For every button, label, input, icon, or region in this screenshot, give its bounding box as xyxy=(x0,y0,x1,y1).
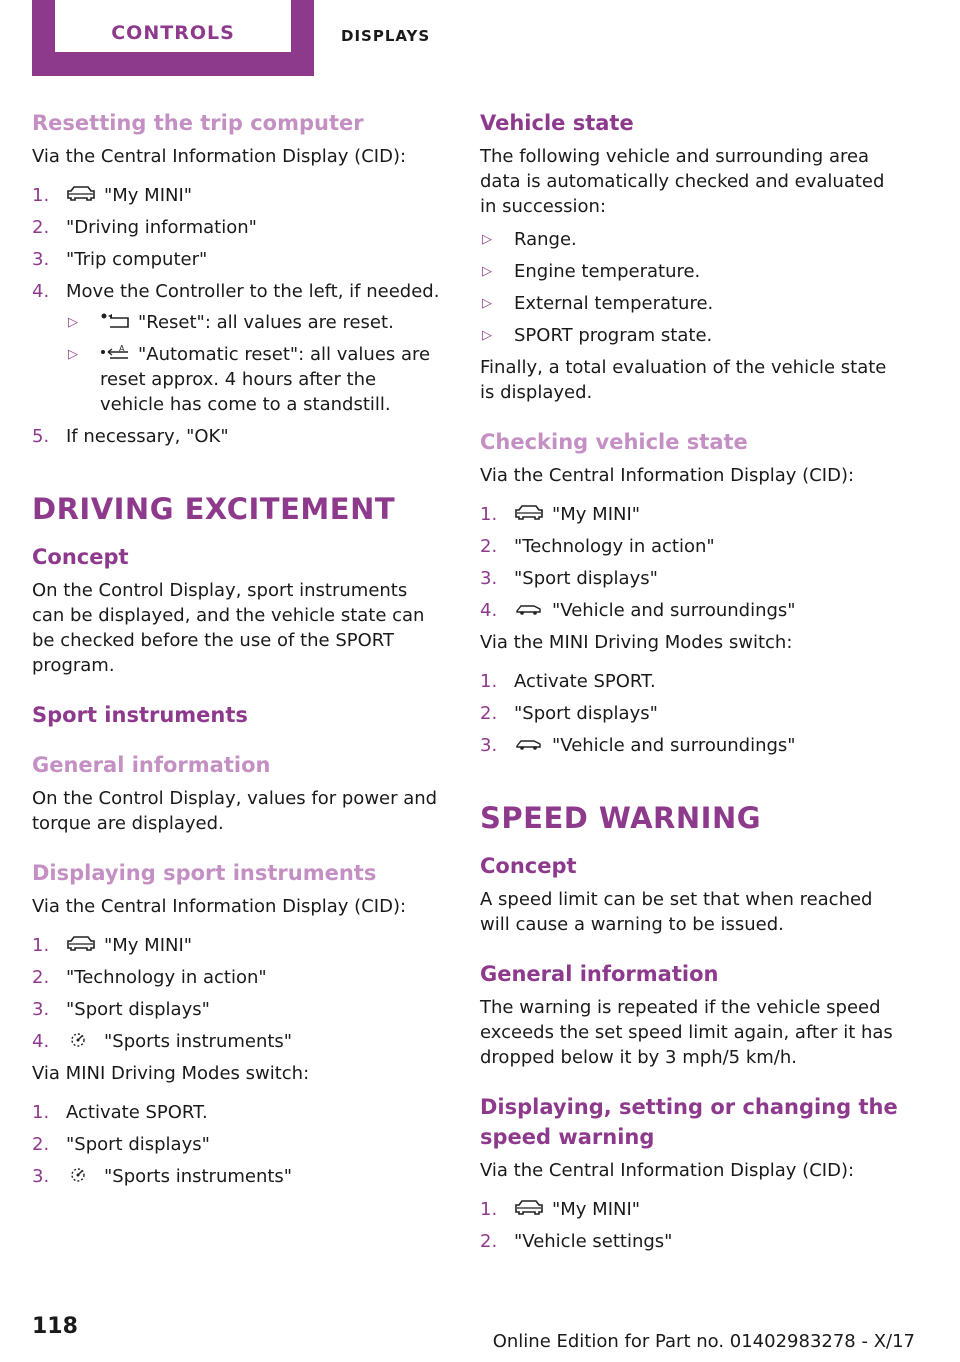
check-state-intro: Via the Central Information Display (CID): xyxy=(480,465,855,486)
reset-steps xyxy=(32,183,444,449)
triangle-bullet-icon: ▷ xyxy=(482,296,492,311)
vehicle-state-heading: Vehicle state xyxy=(480,111,634,135)
list-item: 1. "My MINI" xyxy=(480,1199,641,1220)
speed-general-heading: General information xyxy=(480,962,719,986)
triangle-bullet-icon: ▷ xyxy=(482,328,492,343)
list-item: 3. "Sports instruments" xyxy=(32,1166,293,1187)
auto-reset-icon xyxy=(100,344,130,362)
list-item: 4. "Sports instruments" xyxy=(32,1031,293,1052)
vehicle-state-text: The following vehicle and surrounding area data is automatically checked and evaluated in succession: xyxy=(480,146,885,217)
check-state-steps xyxy=(480,502,900,623)
vehicle-state-final: Finally, a total evaluation of the vehicle state is displayed. xyxy=(480,357,887,403)
sport-instruments-heading: Sport instruments xyxy=(32,703,248,727)
list-item: 1. Activate SPORT. xyxy=(480,671,656,692)
vehicle-surroundings-icon xyxy=(514,735,544,753)
switch-steps xyxy=(32,1100,444,1189)
list-item: ▷ "Reset": all values are reset. xyxy=(68,312,394,333)
list-item: ▷ Engine temperature. xyxy=(482,261,701,282)
switch-intro: Via MINI Driving Modes switch: xyxy=(32,1063,310,1084)
tab-displays[interactable]: DISPLAYS xyxy=(341,27,431,45)
reset-sub-list xyxy=(66,310,444,417)
svg-text:A: A xyxy=(119,344,125,353)
speed-concept-heading: Concept xyxy=(480,854,577,878)
speed-concept-text: A speed limit can be set that when reached will cause a warning to be issued. xyxy=(480,889,873,935)
speed-display-heading: Displaying, setting or changing the speed warning xyxy=(480,1095,898,1149)
list-item: 2. "Sport displays" xyxy=(32,1134,210,1155)
concept-text: On the Control Display, sport instruments can be displayed, and the vehicle state can be checked before the use of the SPORT program. xyxy=(32,580,425,676)
general-info-heading: General information xyxy=(32,753,271,777)
list-item: 2. "Sport displays" xyxy=(480,703,658,724)
list-item: ▷ A "Automatic reset": all values are reset approx. 4 hours after the vehicle has come to a standstill. xyxy=(68,344,431,415)
list-item: 2. "Technology in action" xyxy=(480,536,715,557)
car-icon xyxy=(514,1199,544,1217)
list-item: 4. "Vehicle and surroundings" xyxy=(480,600,796,621)
triangle-bullet-icon: ▷ xyxy=(482,264,492,279)
tab-controls-label: CONTROLS xyxy=(111,22,235,44)
check-switch-steps xyxy=(480,669,900,758)
triangle-bullet-icon: ▷ xyxy=(68,347,78,362)
tab-controls[interactable] xyxy=(32,0,314,76)
page-number: 118 xyxy=(32,1314,78,1339)
reset-heading: Resetting the trip computer xyxy=(32,111,364,135)
list-item: 1. "My MINI" xyxy=(480,504,641,525)
list-item: 2. "Vehicle settings" xyxy=(480,1231,673,1252)
check-state-heading: Checking vehicle state xyxy=(480,430,748,454)
gauge-icon xyxy=(66,1166,96,1184)
vehicle-surroundings-icon xyxy=(514,600,544,618)
reset-intro: Via the Central Information Display (CID): xyxy=(32,146,407,167)
list-item: 2. "Driving information" xyxy=(32,217,257,238)
concept-heading: Concept xyxy=(32,545,129,569)
list-item: 2. "Technology in action" xyxy=(32,967,267,988)
reset-icon xyxy=(100,312,130,330)
speed-display-intro: Via the Central Information Display (CID): xyxy=(480,1160,855,1181)
speed-general-text: The warning is repeated if the vehicle speed exceeds the set speed limit again, after it has dropped below it by 3 mph/5 km/h. xyxy=(480,997,893,1068)
gauge-icon xyxy=(66,1031,96,1049)
list-item: 3. "Vehicle and surroundings" xyxy=(480,735,796,756)
triangle-bullet-icon: ▷ xyxy=(482,232,492,247)
list-item: 4. Move the Controller to the left, if needed. ▷ "Reset": all values are reset. ▷ A "Automatic reset": all values are reset approx. 4 hours after the vehicle has come to a standstill. xyxy=(32,279,444,417)
triangle-bullet-icon: ▷ xyxy=(68,315,78,330)
list-item: 3. "Trip computer" xyxy=(32,249,208,270)
right-column xyxy=(480,108,900,1261)
display-sport-heading: Displaying sport instruments xyxy=(32,861,377,885)
car-icon xyxy=(66,185,96,203)
edition-footer: Online Edition for Part no. 01402983278 - X/17 xyxy=(492,1331,915,1352)
car-icon xyxy=(66,935,96,953)
list-item: 3. "Sport displays" xyxy=(32,999,210,1020)
vehicle-state-list xyxy=(480,227,900,348)
list-item: 3. "Sport displays" xyxy=(480,568,658,589)
speed-steps xyxy=(480,1197,900,1254)
general-info-text: On the Control Display, values for power and torque are displayed. xyxy=(32,788,438,834)
display-sport-steps xyxy=(32,933,444,1054)
display-sport-intro: Via the Central Information Display (CID): xyxy=(32,896,407,917)
list-item: 5. If necessary, "OK" xyxy=(32,426,229,447)
list-item: 1. Activate SPORT. xyxy=(32,1102,208,1123)
list-item: 1. "My MINI" xyxy=(32,935,193,956)
check-switch-intro: Via the MINI Driving Modes switch: xyxy=(480,632,793,653)
list-item: ▷ External temperature. xyxy=(482,293,714,314)
car-icon xyxy=(514,504,544,522)
list-item: ▷ SPORT program state. xyxy=(482,325,713,346)
speed-warning-heading: SPEED WARNING xyxy=(480,801,762,835)
left-column xyxy=(32,108,444,1196)
list-item: ▷ Range. xyxy=(482,229,577,250)
list-item: 1. "My MINI" xyxy=(32,185,193,206)
driving-excitement-heading: DRIVING EXCITEMENT xyxy=(32,492,396,526)
